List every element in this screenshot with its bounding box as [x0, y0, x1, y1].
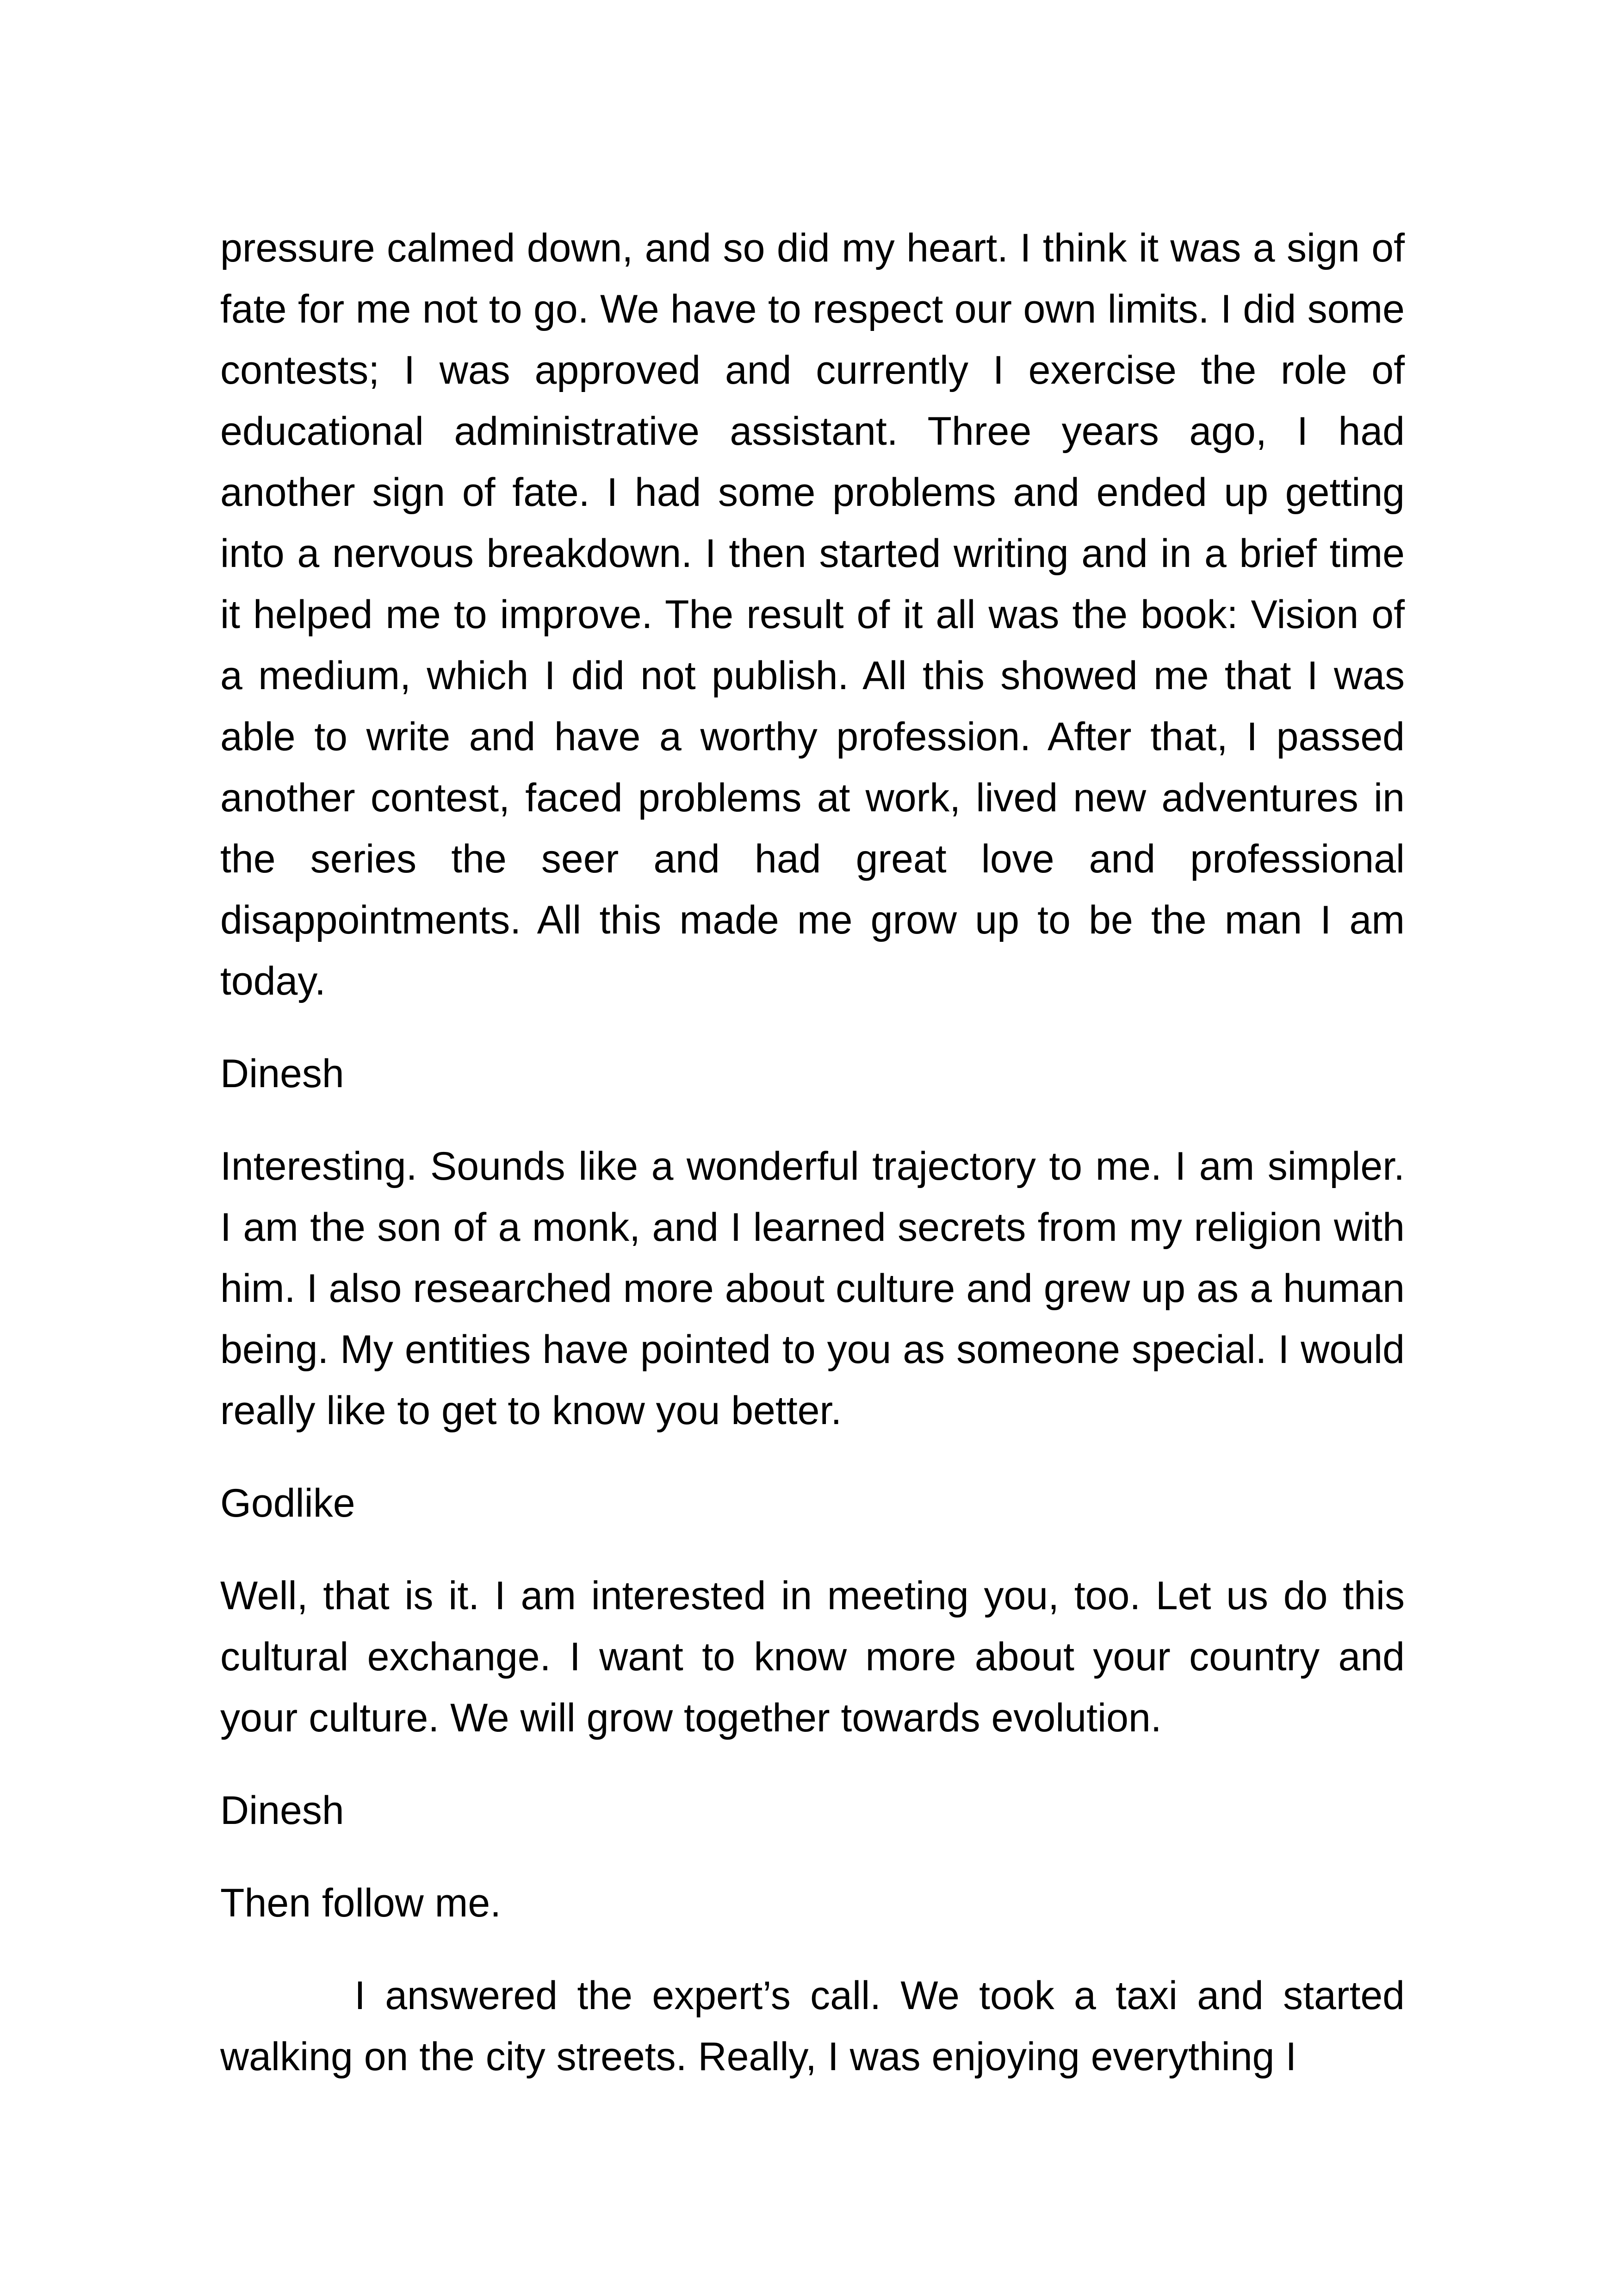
narrative-paragraph: pressure calmed down, and so did my heart. I think it was a sign of fate for me not to go. We have to respect our own limits. I did some contests; I was approved and currently I exercise the role of educational administrative assistant. Three years ago, I had another sign of fate. I had some problems and ended up getting into a nervous breakdown. I then started writing and in a brief time it helped me to improve. The result of it all was the book: Vision of a medium, which I did not publish. All this showed me that I was able to write and have a worthy profession. After that, I passed another contest, faced problems at work, lived new adventures in the series the seer and had great love and professional disappointments. All this made me grow up to be the man I am today. [220, 226, 1405, 1003]
dialogue-paragraph: Interesting. Sounds like a wonderful trajectory to me. I am simpler. I am the son of a monk, and I learned secrets from my religion with him. I also researched more about culture and grew up as a human being. My entities have pointed to you as someone special. I would really like to get to know you better. [220, 1144, 1405, 1433]
narrative-paragraph: I answered the expert’s call. We took a taxi and started walking on the city streets. Really, I was enjoying everything I [220, 1973, 1405, 2079]
speaker-name: Dinesh [220, 1052, 344, 1096]
dialogue-paragraph: Well, that is it. I am interested in meeting you, too. Let us do this cultural exchange. I want to know more about your country and your culture. We will grow together towards evolution. [220, 1574, 1405, 1740]
page-text-body [220, 218, 1405, 2087]
speaker-name: Dinesh [220, 1788, 344, 1833]
dialogue-paragraph: Then follow me. [220, 1881, 502, 1925]
speaker-name: Godlike [220, 1481, 355, 1525]
